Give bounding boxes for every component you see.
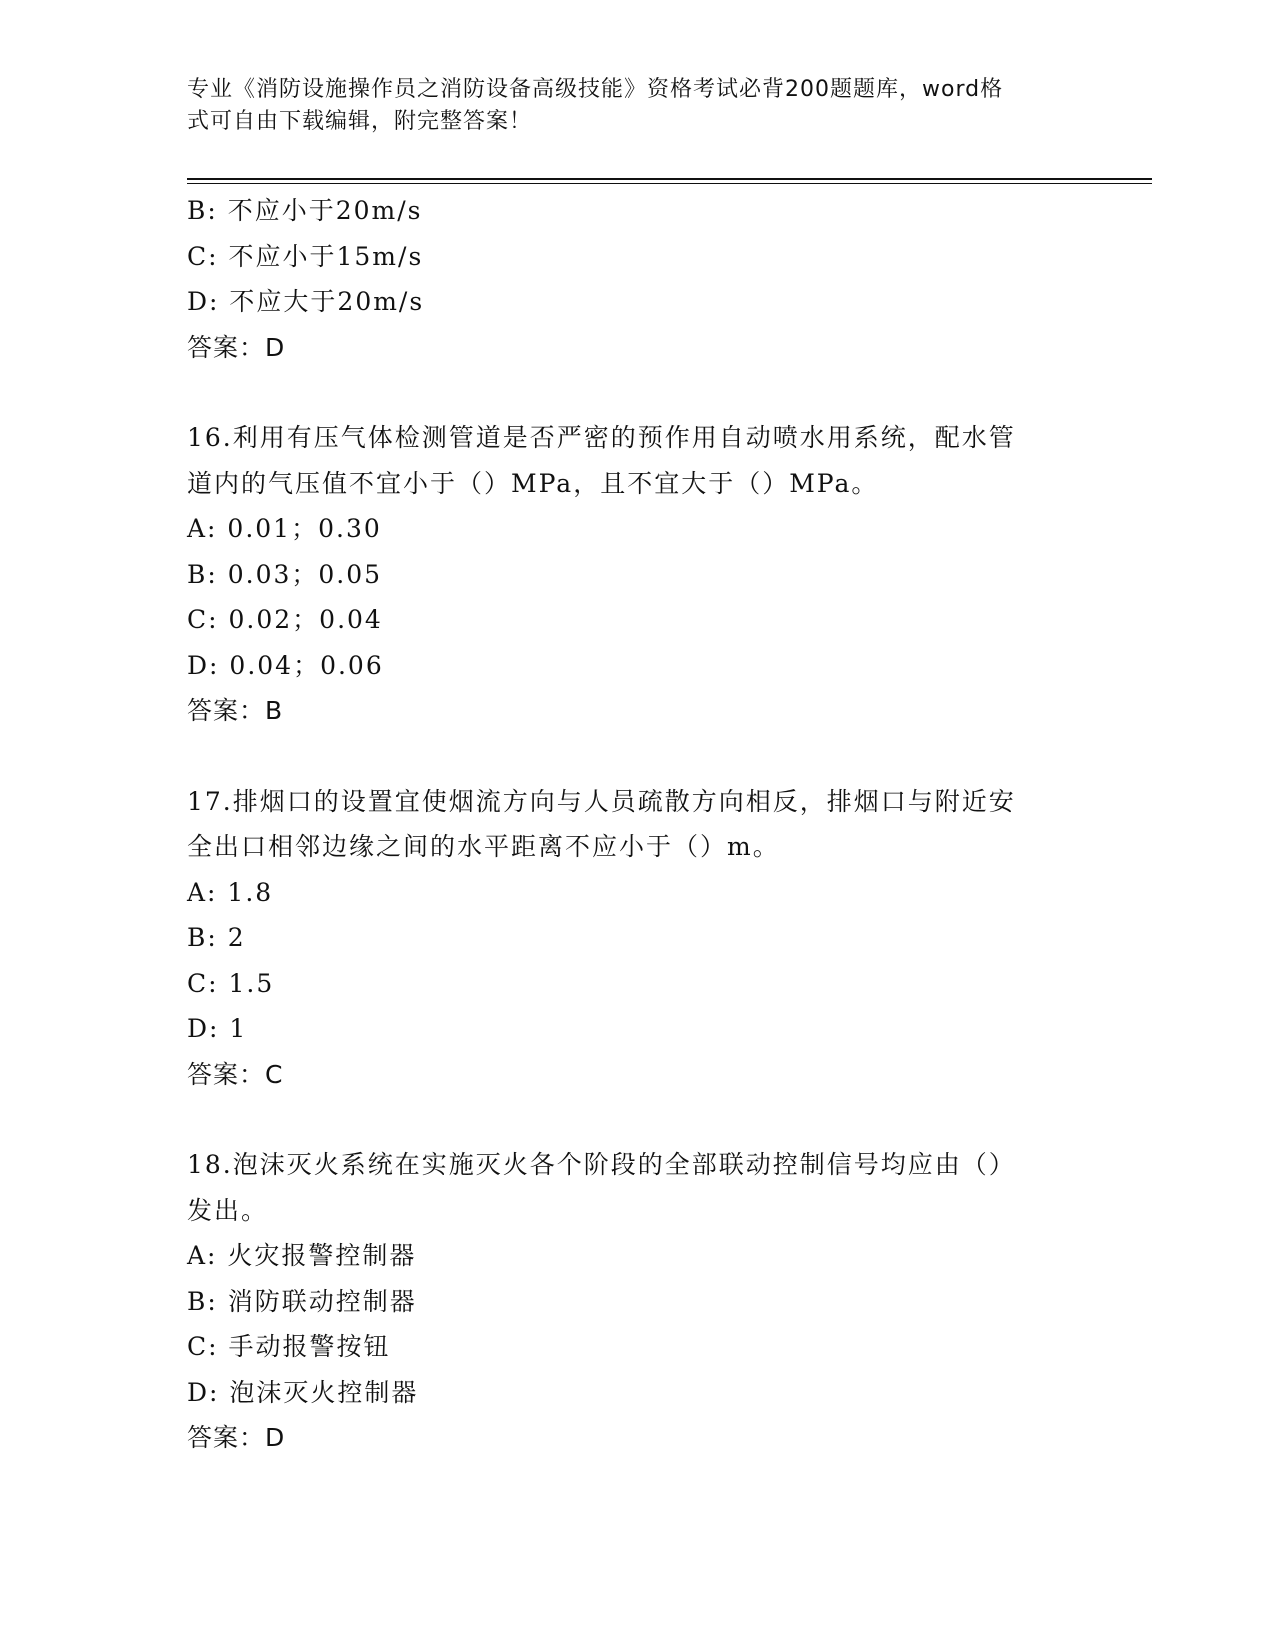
spacer: [187, 734, 1087, 779]
option-c: C: 不应小于15m/s: [187, 241, 424, 271]
header-divider-thin: [187, 183, 1152, 184]
option-c: C: 0.02；0.04: [187, 605, 383, 634]
option-d: D: 1: [187, 1014, 248, 1043]
header-line-2: 式可自由下载编辑，附完整答案！: [187, 109, 533, 134]
answer-line: 答案：C: [187, 1059, 284, 1089]
header-line-1: 专业《消防设施操作员之消防设备高级技能》资格考试必背200题题库，word格: [187, 77, 1004, 102]
header-divider-thick: [187, 178, 1152, 180]
question-stem-line-1: 17.排烟口的设置宜使烟流方向与人员疏散方向相反，排烟口与附近安: [187, 786, 1016, 816]
question-stem-line-1: 16.利用有压气体检测管道是否严密的预作用自动喷水用系统，配水管: [187, 423, 1016, 452]
option-b: B: 不应小于20m/s: [187, 196, 423, 225]
option-c: C: 手动报警按钮: [187, 1332, 391, 1361]
question-17: [187, 779, 1087, 1098]
option-b: B: 消防联动控制器: [187, 1286, 417, 1316]
answer-line: 答案：D: [187, 1423, 286, 1452]
question-stem-line-1: 18.泡沫灭火系统在实施灭火各个阶段的全部联动控制信号均应由（）: [187, 1150, 1016, 1179]
option-a: A: 火灾报警控制器: [187, 1241, 417, 1270]
question-stem-line-2: 全出口相邻边缘之间的水平距离不应小于（）m。: [187, 832, 780, 861]
question-stem-line-2: 发出。: [187, 1195, 269, 1225]
question-18: [187, 1142, 1087, 1461]
spacer: [187, 370, 1087, 415]
question-16: [187, 415, 1087, 734]
answer-line: 答案：B: [187, 696, 284, 725]
option-b: B: 0.03；0.05: [187, 559, 383, 589]
question-content: [187, 188, 1087, 1461]
partial-question-15: [187, 188, 1087, 370]
option-d: D: 泡沫灭火控制器: [187, 1377, 419, 1407]
question-stem-line-2: 道内的气压值不宜小于（）MPa，且不宜大于（）MPa。: [187, 468, 879, 498]
option-b: B: 2: [187, 923, 246, 952]
answer-line: 答案：D: [187, 332, 286, 362]
option-d: D: 0.04；0.06: [187, 650, 384, 680]
spacer: [187, 1097, 1087, 1142]
option-c: C: 1.5: [187, 968, 275, 998]
option-d: D: 不应大于20m/s: [187, 287, 425, 316]
option-a: A: 1.8: [187, 877, 274, 907]
option-a: A: 0.01；0.30: [187, 514, 382, 543]
document-header: [187, 74, 1067, 138]
